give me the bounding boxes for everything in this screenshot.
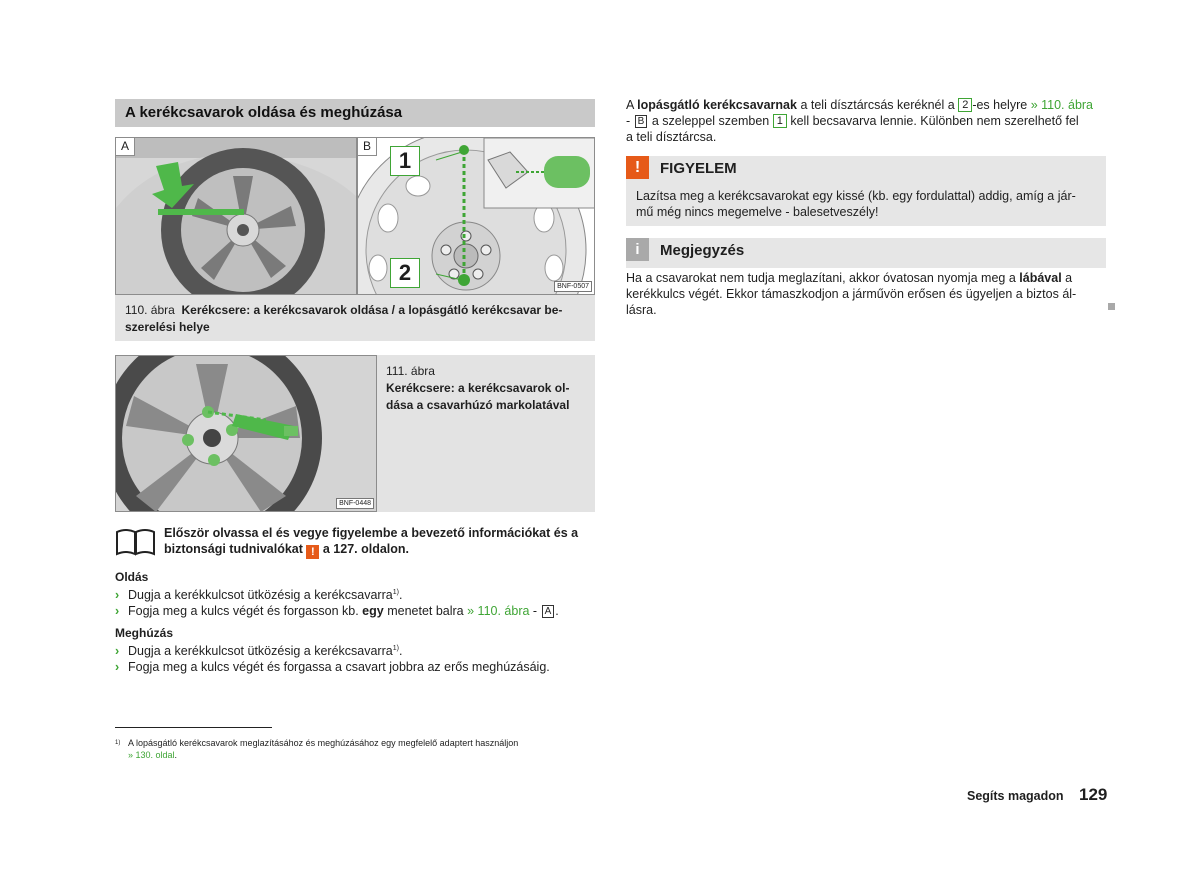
- caption-text-line2: szerelési helye: [125, 320, 210, 334]
- list-item: [115, 659, 595, 675]
- step-text: Fogja meg a kulcs végét és forgasson kb.: [128, 604, 359, 619]
- callout-2: 2: [390, 258, 420, 288]
- figure-ref-box: B: [635, 115, 648, 128]
- caption-prefix: 111. ábra: [386, 364, 435, 378]
- chevron-right-icon: ›: [115, 644, 120, 659]
- note-line-3: lásra.: [626, 303, 657, 317]
- step-end: .: [398, 644, 403, 659]
- warning-line-2: mű még nincs megemelve - balesetveszély!: [636, 205, 879, 219]
- chevron-right-icon: ›: [115, 604, 120, 619]
- figure-110-b: [357, 137, 595, 295]
- book-icon: [115, 528, 157, 556]
- note-line-2: kerékkulcs végét. Ekkor támaszkodjon a járművön erősen és ügyeljen a biztos ál-: [626, 287, 1077, 301]
- callout-1: 1: [390, 146, 420, 176]
- footnote-ref[interactable]: 1): [392, 645, 399, 652]
- step-text: Dugja a kerékkulcsot ütközésig a kerékcsavarra: [128, 588, 393, 603]
- figure-letter-b: B: [358, 138, 377, 156]
- text-bold: lopásgátló kerékcsavarnak: [637, 98, 797, 112]
- warning-line-1: Lazítsa meg a kerékcsavarokat egy kissé (kb. egy fordulattal) addig, amíg a jár-: [636, 189, 1076, 203]
- figure-code: BNF-0448: [336, 498, 374, 509]
- note-bold: lábával: [1019, 271, 1062, 285]
- intro-notice: [115, 524, 595, 560]
- figure-111-image: [115, 355, 377, 512]
- footnote-end: .: [174, 750, 178, 760]
- loosening-heading: Oldás: [115, 570, 149, 584]
- footnote-text: A lopásgátló kerékcsavarok meglazításához és meghúzásához egy megfelelő adaptert használjon: [128, 738, 519, 748]
- warning-icon: !: [626, 156, 649, 179]
- wrench-illustration: [116, 356, 377, 512]
- figure-110-caption: [115, 295, 595, 341]
- note-title: Megjegyzés: [660, 242, 745, 259]
- text: A: [626, 98, 634, 112]
- footer-section: Segíts magadon: [967, 789, 1064, 803]
- list-item: [115, 585, 595, 603]
- step-end: .: [398, 588, 403, 603]
- figure-link[interactable]: » 110. ábra: [1030, 98, 1094, 112]
- figure-ref-box: A: [542, 605, 555, 618]
- text: -es helyre: [972, 98, 1028, 112]
- text: kell becsavarva lennie. Különben nem szerelhető fel: [790, 114, 1079, 128]
- list-item: [115, 603, 595, 619]
- step-end: .: [555, 604, 559, 619]
- warning-icon: !: [306, 545, 319, 559]
- caption-line-2: dása a csavarhúzó markolatával: [386, 398, 570, 412]
- warning-title: FIGYELEM: [660, 160, 737, 177]
- note-box: [626, 238, 1106, 268]
- chevron-right-icon: ›: [115, 660, 120, 675]
- section-title: A kerékcsavarok oldása és meghúzása: [115, 99, 595, 127]
- separator: -: [529, 604, 541, 619]
- figure-link[interactable]: » 110. ábra: [467, 604, 530, 619]
- chevron-right-icon: ›: [115, 588, 120, 603]
- intro-line-1: Először olvassa el és vegye figyelembe a bevezető információkat és a: [164, 526, 579, 540]
- intro-page-ref[interactable]: a 127. oldalon.: [322, 542, 410, 556]
- callout-ref-1: 1: [773, 114, 787, 128]
- tightening-section: [115, 625, 595, 675]
- text: a teli dísztárcsás keréknél a: [800, 98, 955, 112]
- step-bold: egy: [362, 604, 384, 619]
- page-number: 129: [1079, 785, 1108, 804]
- figure-110-a: [115, 137, 357, 295]
- list-item: [115, 641, 595, 659]
- caption-prefix: 110. ábra: [125, 303, 175, 317]
- figure-letter-a: A: [116, 138, 135, 156]
- footnote-link[interactable]: » 130. oldal: [128, 750, 175, 760]
- footnote: [115, 737, 595, 760]
- footnote-mark: 1): [115, 740, 121, 746]
- step-text-b: menetet balra: [387, 604, 464, 619]
- info-icon: i: [626, 238, 649, 261]
- note-line-1a: Ha a csavarokat nem tudja meglazítani, akkor óvatosan nyomja meg a: [626, 271, 1016, 285]
- caption-text: Kerékcsere: a kerékcsavarok oldása / a lopásgátló kerékcsavar be-: [181, 303, 563, 317]
- right-paragraph: [626, 97, 1106, 145]
- caption-line-1: Kerékcsere: a kerékcsavarok ol-: [386, 381, 570, 395]
- wheel-loosening-illustration: [116, 138, 357, 295]
- warning-box: [626, 156, 1106, 226]
- figure-111-block: [115, 355, 595, 512]
- footnote-rule: [115, 727, 272, 728]
- tightening-heading: Meghúzás: [115, 626, 174, 640]
- loosening-section: [115, 569, 595, 619]
- callout-ref-2: 2: [958, 98, 972, 112]
- end-marker: [1108, 303, 1115, 310]
- note-text: [626, 270, 1106, 318]
- step-text: Fogja meg a kulcs végét és forgassa a csavart jobbra az erős meghúzásáig.: [128, 660, 550, 675]
- footnote-ref[interactable]: 1): [392, 589, 399, 596]
- step-text: Dugja a kerékkulcsot ütközésig a kerékcsavarra: [128, 644, 393, 659]
- intro-line-2a: biztonsági tudnivalókat: [164, 542, 303, 556]
- text: a teli dísztárcsa.: [626, 130, 717, 144]
- figure-code: BNF-0507: [554, 281, 592, 292]
- note-line-1b: a: [1065, 271, 1073, 285]
- text: a szeleppel szemben: [651, 114, 770, 128]
- text: -: [626, 114, 631, 128]
